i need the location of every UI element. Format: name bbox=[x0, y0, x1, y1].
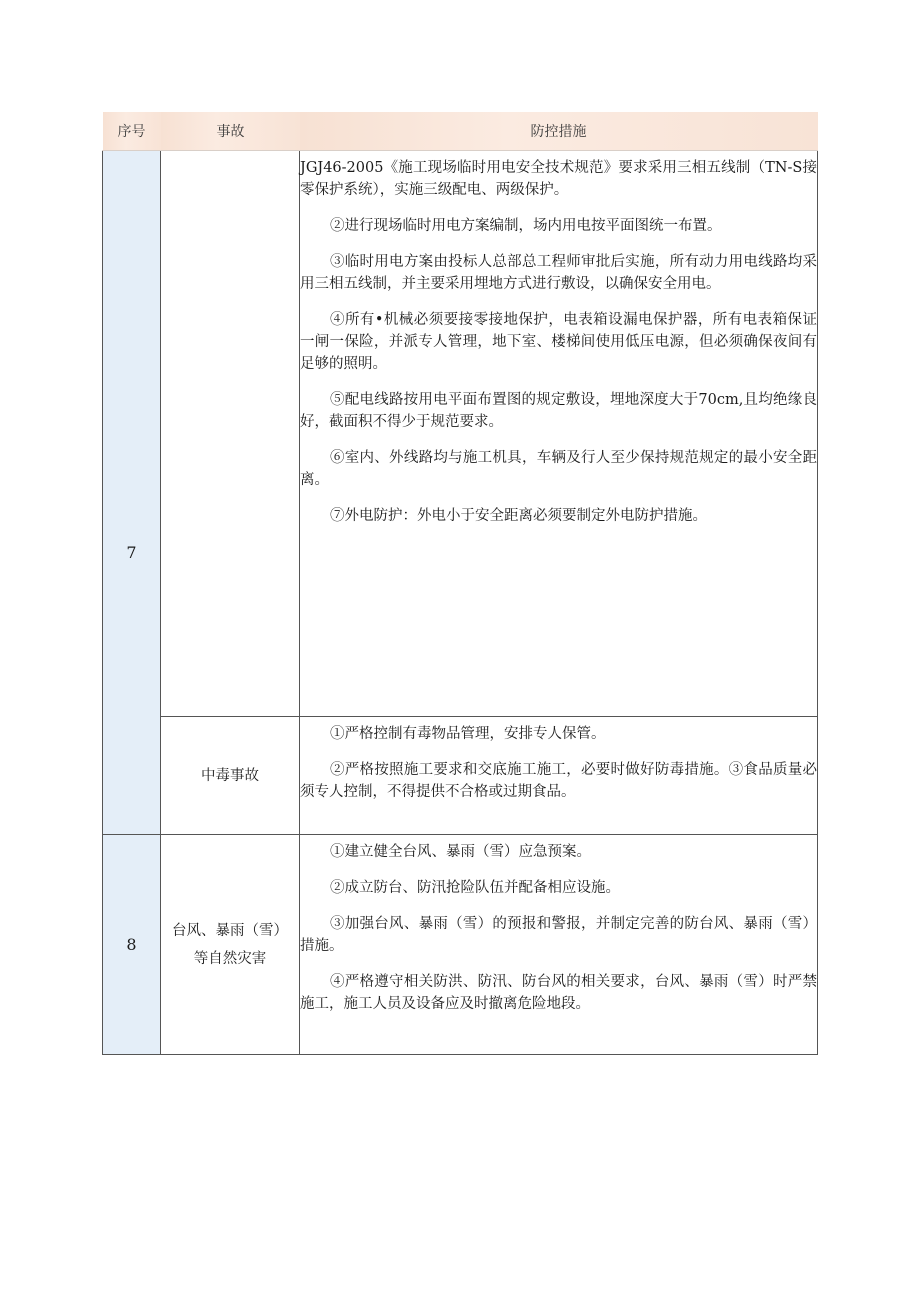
measures-cell-electrical bbox=[300, 151, 818, 717]
measures-cell-natural-disaster bbox=[300, 835, 818, 1055]
measures-table bbox=[102, 112, 818, 1055]
measure-text: ⑦外电防护：外电小于安全距离必须要制定外电防护措施。 bbox=[330, 508, 707, 524]
measure-text: ④严格遵守相关防洪、防汛、防台风的相关要求，台风、暴雨（雪）时严禁施工，施工人员及设备应及时撤离危险地段。 bbox=[300, 974, 817, 1012]
measure-text: ②进行现场临时用电方案编制，场内用电按平面图统一布置。 bbox=[330, 218, 722, 234]
accident-cell-empty bbox=[161, 151, 300, 717]
table-row bbox=[103, 717, 818, 835]
measure-text: ①建立健全台风、暴雨（雪）应急预案。 bbox=[330, 844, 591, 860]
measure-text: ③临时用电方案由投标人总部总工程师审批后实施，所有动力用电线路均采用三相五线制，并主要采用埋地方式进行敷设，以确保安全用电。 bbox=[300, 254, 817, 292]
accident-cell-poisoning: 中毒事故 bbox=[161, 717, 300, 835]
row-number-7: 7 bbox=[103, 151, 161, 835]
measures-cell-poisoning bbox=[300, 717, 818, 835]
accident-line: 台风、暴雨（雪） bbox=[172, 922, 288, 939]
header-no: 序号 bbox=[103, 112, 161, 151]
measure-text: ②严格按照施工要求和交底施工施工，必要时做好防毒措施。③食品质量必须专人控制，不得提供不合格或过期食品。 bbox=[300, 762, 817, 800]
measure-text: ③加强台风、暴雨（雪）的预报和警报，并制定完善的防台风、暴雨（雪）措施。 bbox=[300, 916, 817, 954]
measure-text: JGJ46-2005《施工现场临时用电安全技术规范》要求采用三相五线制（TN-S接零保护系统），实施三级配电、两级保护。 bbox=[300, 160, 817, 198]
measure-text: ⑤配电线路按用电平面布置图的规定敷设，埋地深度大于70cm,且均绝缘良好，截面积不得少于规范要求。 bbox=[300, 392, 817, 430]
accident-cell-natural-disaster bbox=[161, 835, 300, 1055]
accident-line: 等自然灾害 bbox=[193, 950, 267, 967]
table-row bbox=[103, 835, 818, 1055]
row-number-8: 8 bbox=[103, 835, 161, 1055]
header-measures: 防控措施 bbox=[300, 112, 818, 151]
measure-text: ⑥室内、外线路均与施工机具，车辆及行人至少保持规范规定的最小安全距离。 bbox=[300, 450, 817, 488]
measure-text: ②成立防台、防汛抢险队伍并配备相应设施。 bbox=[330, 880, 620, 896]
measure-text: ①严格控制有毒物品管理，安排专人保管。 bbox=[330, 726, 606, 742]
table-row bbox=[103, 151, 818, 717]
measure-text: ④所有•机械必须要接零接地保护，电表箱设漏电保护器，所有电表箱保证一闸一保险，并派专人管理，地下室、楼梯间使用低压电源，但必须确保夜间有足够的照明。 bbox=[300, 312, 817, 372]
table-header-row bbox=[103, 112, 818, 151]
header-accident: 事故 bbox=[161, 112, 300, 151]
